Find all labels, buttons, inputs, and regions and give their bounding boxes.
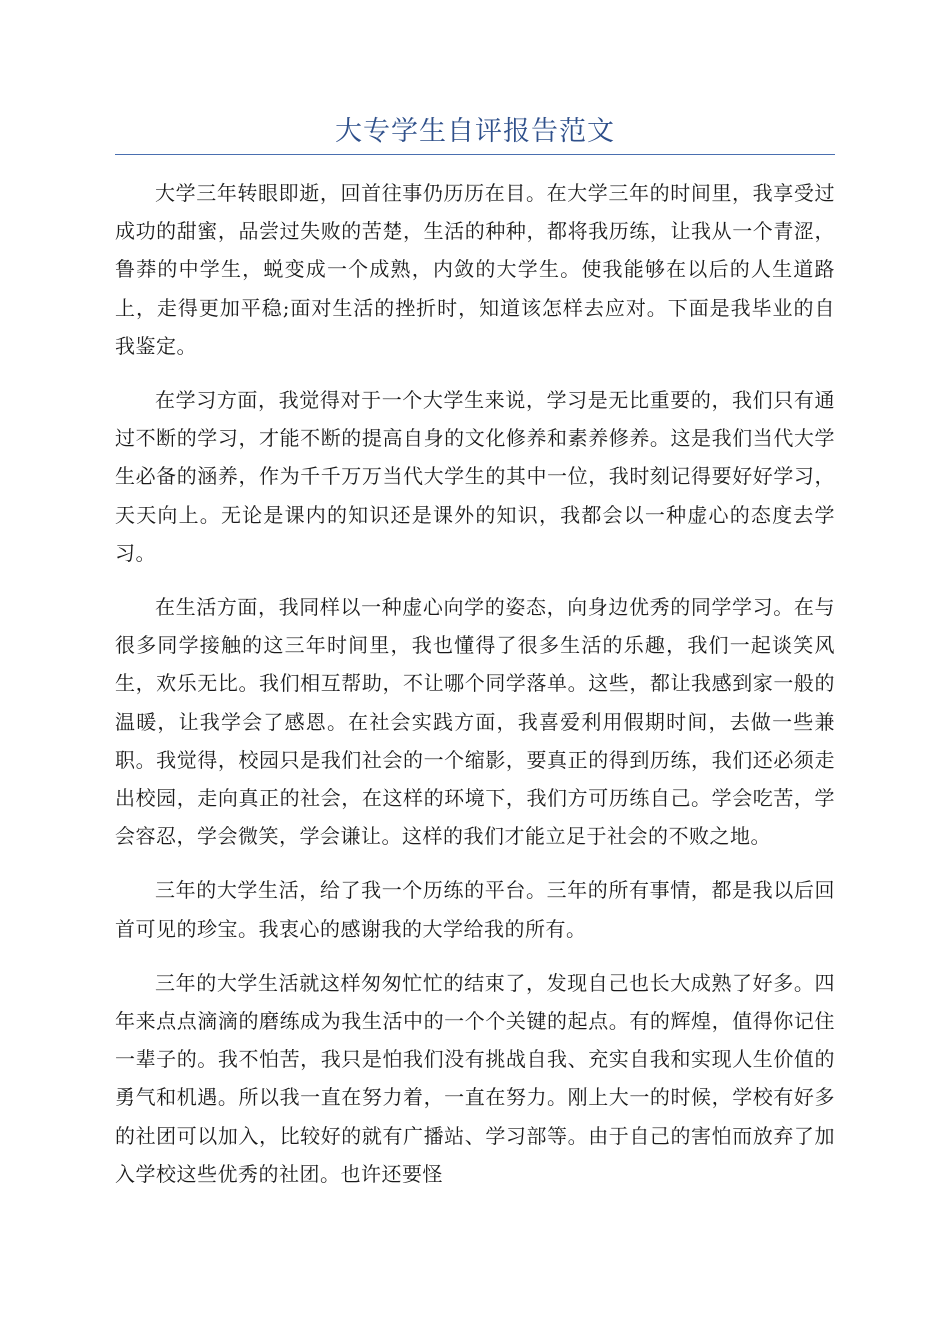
document-title: 大专学生自评报告范文	[335, 116, 615, 147]
title-underline	[115, 154, 835, 155]
paragraph-study: 在学习方面，我觉得对于一个大学生来说，学习是无比重要的，我们只有通过不断的学习，才能不断的提高自身的文化修养和素养修养。这是我们当代大学生必备的涵养，作为千千万万当代大学生的其中一位，我时刻记得要好好学习，天天向上。无论是课内的知识还是课外的知识，我都会以一种虚心的态度去学习。	[115, 388, 835, 565]
document-body	[115, 174, 835, 1209]
paragraph-reflection: 三年的大学生活就这样匆匆忙忙的结束了，发现自己也长大成熟了好多。四年来点点滴滴的磨练成为我生活中的一个个关键的起点。有的辉煌，值得你记住一辈子的。我不怕苦，我只是怕我们没有挑战自我、充实自我和实现人生价值的勇气和机遇。所以我一直在努力着，一直在努力。刚上大一的时候，学校有好多的社团可以加入，比较好的就有广播站、学习部等。由于自己的害怕而放弃了加入学校这些优秀的社团。也许还要怪	[115, 970, 835, 1186]
paragraph-intro: 大学三年转眼即逝，回首往事仍历历在目。在大学三年的时间里，我享受过成功的甜蜜，品尝过失败的苦楚，生活的种种，都将我历练，让我从一个青涩，鲁莽的中学生，蜕变成一个成熟，内敛的大学生。使我能够在以后的人生道路上，走得更加平稳;面对生活的挫折时，知道该怎样去应对。下面是我毕业的自我鉴定。	[115, 181, 835, 358]
paragraph-life: 在生活方面，我同样以一种虚心向学的姿态，向身边优秀的同学学习。在与很多同学接触的这三年时间里，我也懂得了很多生活的乐趣，我们一起谈笑风生，欢乐无比。我们相互帮助，不让哪个同学落单。这些，都让我感到家一般的温暖，让我学会了感恩。在社会实践方面，我喜爱利用假期时间，去做一些兼职。我觉得，校园只是我们社会的一个缩影，要真正的得到历练，我们还必须走出校园，走向真正的社会，在这样的环境下，我们方可历练自己。学会吃苦，学会容忍，学会微笑，学会谦让。这样的我们才能立足于社会的不败之地。	[115, 595, 835, 849]
paragraph-summary: 三年的大学生活，给了我一个历练的平台。三年的所有事情，都是我以后回首可见的珍宝。我衷心的感谢我的大学给我的所有。	[115, 878, 835, 941]
